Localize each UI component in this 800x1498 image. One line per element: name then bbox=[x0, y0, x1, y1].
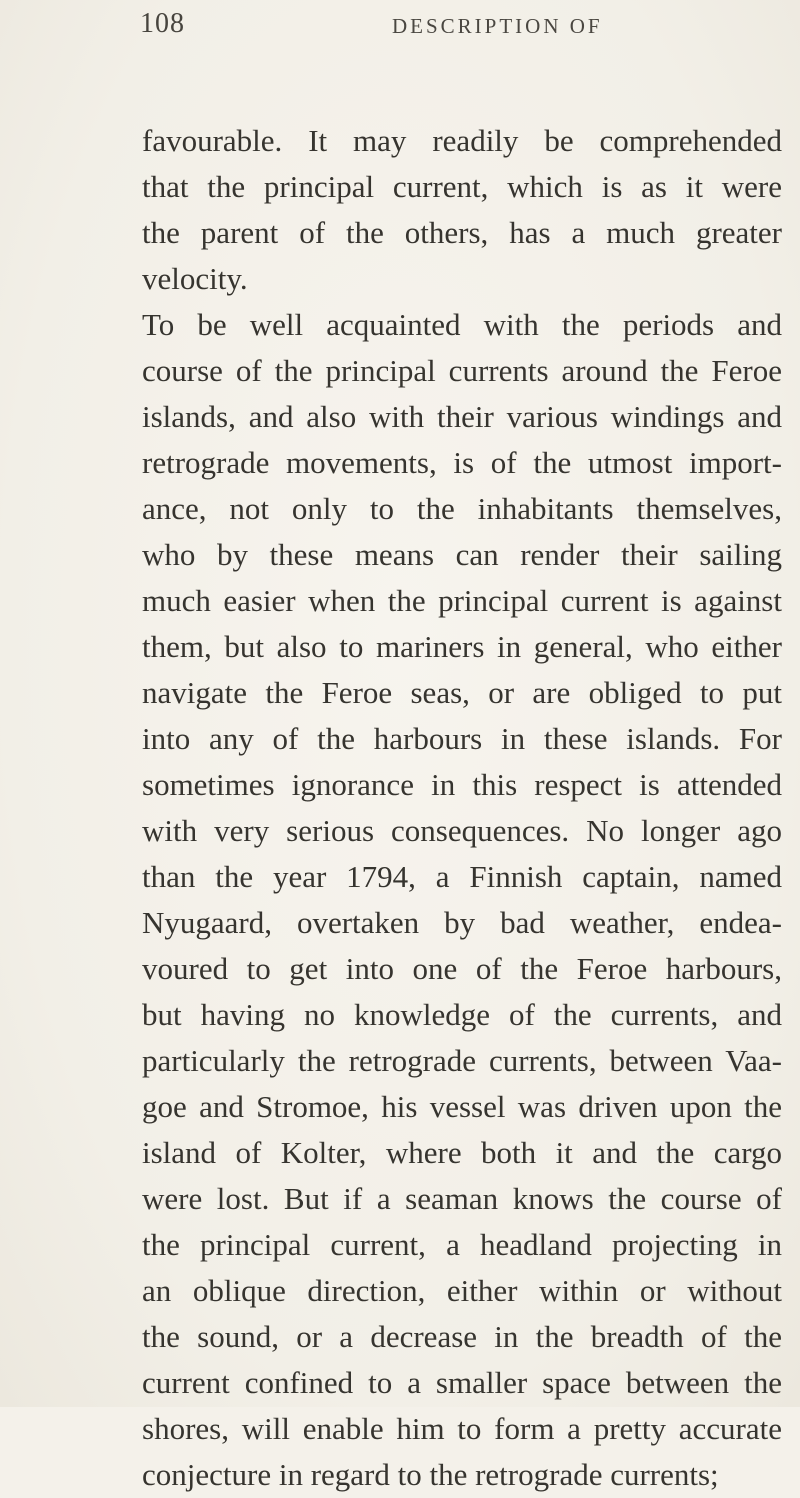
text-line: voured to get into one of the Feroe harbours, bbox=[142, 951, 782, 986]
running-head bbox=[0, 8, 800, 48]
text-line: favourable. It may readily be comprehended bbox=[142, 123, 782, 158]
running-title: DESCRIPTION OF bbox=[392, 14, 603, 38]
text-line: the principal current, a headland projecting in bbox=[142, 1227, 782, 1262]
text-line: but having no knowledge of the currents, and bbox=[142, 997, 782, 1032]
text-line: who by these means can render their sailing bbox=[142, 537, 782, 572]
text-line: retrograde movements, is of the utmost import- bbox=[142, 445, 782, 480]
text-line: To be well acquainted with the periods and bbox=[142, 307, 782, 342]
text-line: course of the principal currents around the Feroe bbox=[142, 353, 782, 388]
text-line: ance, not only to the inhabitants themselves, bbox=[142, 491, 782, 526]
text-line: particularly the retrograde currents, between Vaa- bbox=[142, 1043, 782, 1078]
text-line: them, but also to mariners in general, who either bbox=[142, 629, 782, 664]
text-line: navigate the Feroe seas, or are obliged to put bbox=[142, 675, 782, 710]
page-number: 108 bbox=[140, 8, 185, 39]
text-line: islands, and also with their various windings and bbox=[142, 399, 782, 434]
text-line: island of Kolter, where both it and the cargo bbox=[142, 1135, 782, 1170]
text-line: current confined to a smaller space between the bbox=[142, 1365, 782, 1400]
text-line: goe and Stromoe, his vessel was driven upon the bbox=[142, 1089, 782, 1124]
text-line: the parent of the others, has a much greater bbox=[142, 215, 782, 250]
text-line: velocity. bbox=[142, 261, 248, 296]
text-line: the sound, or a decrease in the breadth of the bbox=[142, 1319, 782, 1354]
text-line: that the principal current, which is as it were bbox=[142, 169, 782, 204]
text-line: sometimes ignorance in this respect is attended bbox=[142, 767, 782, 802]
body-text bbox=[142, 118, 782, 1498]
text-line: were lost. But if a seaman knows the course of bbox=[142, 1181, 782, 1216]
text-line: with very serious consequences. No longer ago bbox=[142, 813, 782, 848]
text-line: Nyugaard, overtaken by bad weather, endea- bbox=[142, 905, 782, 940]
text-line: conjecture in regard to the retrograde currents; bbox=[142, 1457, 719, 1492]
text-line: shores, will enable him to form a pretty accurate bbox=[142, 1411, 782, 1446]
text-line: into any of the harbours in these islands. For bbox=[142, 721, 782, 756]
text-line: much easier when the principal current is against bbox=[142, 583, 782, 618]
text-line: an oblique direction, either within or without bbox=[142, 1273, 782, 1308]
text-line: than the year 1794, a Finnish captain, named bbox=[142, 859, 782, 894]
